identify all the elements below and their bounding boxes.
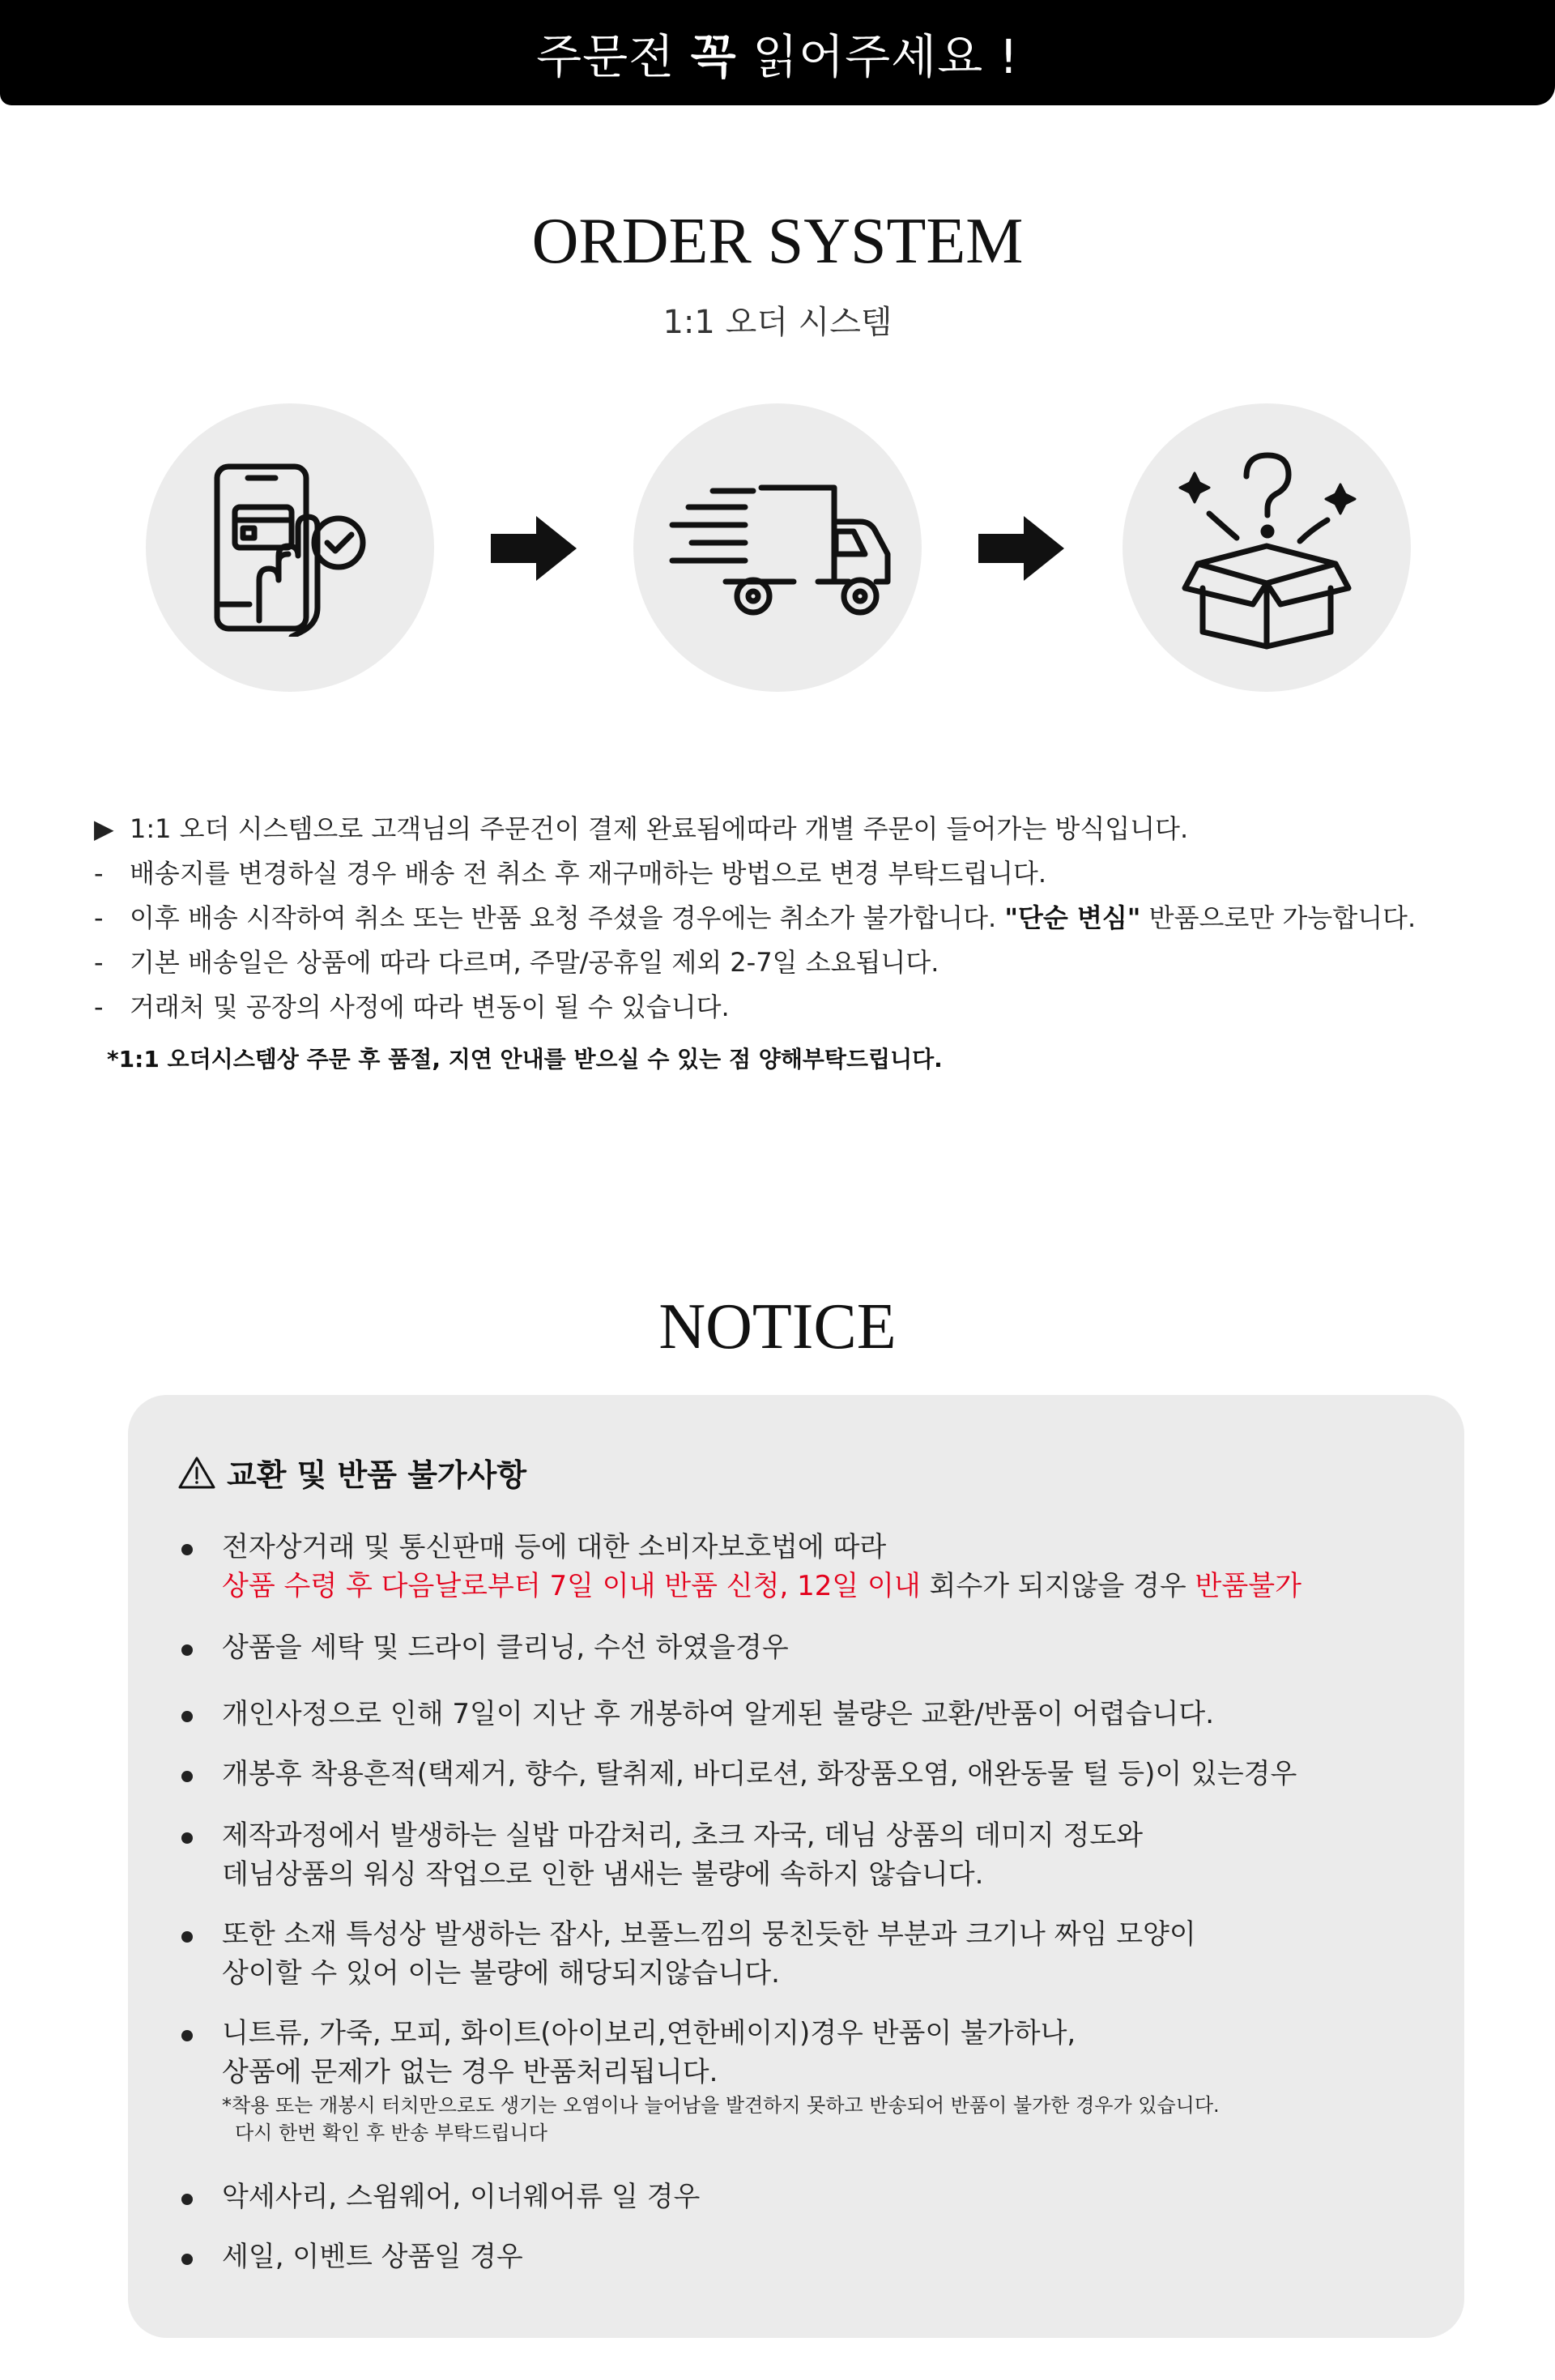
order-system-title: ORDER SYSTEM	[531, 206, 1024, 277]
notice-line: 전자상거래 및 통신판매 등에 대한 소비자보호법에 따라	[222, 1531, 887, 1563]
order-system-info-list	[94, 807, 1536, 1030]
bullet	[181, 2030, 193, 2041]
notice-header-text: 교환 및 반품 불가사항	[227, 1457, 527, 1493]
notice-line: 개봉후 착용흔적(택제거, 향수, 탈취제, 바디로션, 화장품오염, 애완동물 털 등)이 있는경우	[222, 1758, 1297, 1790]
notice-line: 제작과정에서 발생하는 실밥 마감처리, 초크 자국, 데님 상품의 데미지 정도와	[222, 1819, 1144, 1852]
order-info-line: - 거래처 및 공장의 사정에 따라 변동이 될 수 있습니다.	[94, 992, 730, 1022]
top-banner	[0, 0, 1555, 105]
notice-item	[181, 2177, 1429, 2216]
order-info-line: - 이후 배송 시작하여 취소 또는 반품 요청 주셨을 경우에는 취소가 불가합니다. "단순 변심" 반품으로만 가능합니다.	[94, 902, 1417, 933]
order-info-line: - 배송지를 변경하실 경우 배송 전 취소 후 재구매하는 방법으로 변경 부탁드립니다.	[94, 858, 1046, 889]
bullet	[181, 1931, 193, 1943]
bullet	[181, 1544, 193, 1555]
notice-item	[181, 1816, 1429, 1894]
notice-title: NOTICE	[658, 1291, 897, 1363]
notice-item	[181, 1755, 1429, 1794]
arrow-right-icon	[491, 516, 577, 581]
bullet	[181, 1771, 193, 1782]
notice-line: 개인사정으로 인해 7일이 지난 후 개봉하여 알게된 불량은 교환/반품이 어렵습니다.	[222, 1698, 1215, 1730]
notice-small-note: 다시 한번 확인 후 반송 부탁드립니다	[235, 2122, 547, 2144]
notice-line: 상품을 세탁 및 드라이 클리닝, 수선 하였을경우	[222, 1631, 789, 1664]
bullet	[181, 1711, 193, 1722]
order-info-line: ▶ 1:1 오더 시스템으로 고객님의 주문건이 결제 완료됨에따라 개별 주문이 들어가는 방식입니다.	[94, 813, 1189, 844]
warning-icon	[178, 1456, 215, 1490]
bullet	[181, 2194, 193, 2205]
order-system-subtitle: 1:1 오더 시스템	[662, 304, 893, 341]
bullet	[181, 1644, 193, 1656]
notice-item	[181, 1628, 1429, 1667]
step-3-circle	[1123, 403, 1411, 692]
notice-line: 상품에 문제가 없는 경우 반품처리됩니다.	[222, 2056, 718, 2088]
notice-line: 세일, 이벤트 상품일 경우	[222, 2241, 523, 2273]
arrow-right-icon	[978, 516, 1064, 581]
notice-item	[181, 1695, 1429, 1734]
notice-item	[181, 2014, 1429, 2147]
notice-item	[181, 2237, 1429, 2276]
notice-line: 니트류, 가죽, 모피, 화이트(아이보리,연한베이지)경우 반품이 불가하나,	[222, 2017, 1076, 2049]
order-info-line: - 기본 배송일은 상품에 따라 다르며, 주말/공휴일 제외 2-7일 소요됩니다.	[94, 947, 939, 978]
notice-line: 악세사리, 스윔웨어, 이너웨어류 일 경우	[222, 2181, 701, 2213]
phone-payment-icon	[201, 459, 379, 637]
top-banner-text: 주문전 꼭 읽어주세요 !	[536, 29, 1019, 84]
notice-item	[181, 1528, 1429, 1606]
step-1-circle	[146, 403, 434, 692]
notice-line: 상이할 수 있어 이는 불량에 해당되지않습니다.	[222, 1957, 780, 1990]
notice-line: 또한 소재 특성상 발생하는 잡사, 보풀느낌의 뭉친듯한 부분과 크기나 짜임 모양이	[222, 1918, 1196, 1951]
notice-small-note: *착용 또는 개봉시 터치만으로도 생기는 오염이나 늘어남을 발견하지 못하고 반송되어 반품이 불가한 경우가 있습니다.	[222, 2094, 1220, 2117]
notice-line: 데님상품의 워싱 작업으로 인한 냄새는 불량에 속하지 않습니다.	[222, 1858, 984, 1891]
step-2-circle	[633, 403, 922, 692]
bullet	[181, 2254, 193, 2265]
order-system-note: *1:1 오더시스템상 주문 후 품절, 지연 안내를 받으실 수 있는 점 양해부탁드립니다.	[107, 1046, 943, 1073]
notice-item	[181, 1915, 1429, 1993]
mystery-box-icon	[1165, 442, 1368, 653]
notice-line: 상품 수령 후 다음날로부터 7일 이내 반품 신청, 12일 이내 회수가 되지않을 경우 반품불가	[222, 1570, 1302, 1602]
notice-box	[128, 1395, 1464, 2338]
bullet	[181, 1832, 193, 1844]
delivery-truck-icon	[656, 467, 899, 629]
notice-header	[178, 1450, 526, 1495]
